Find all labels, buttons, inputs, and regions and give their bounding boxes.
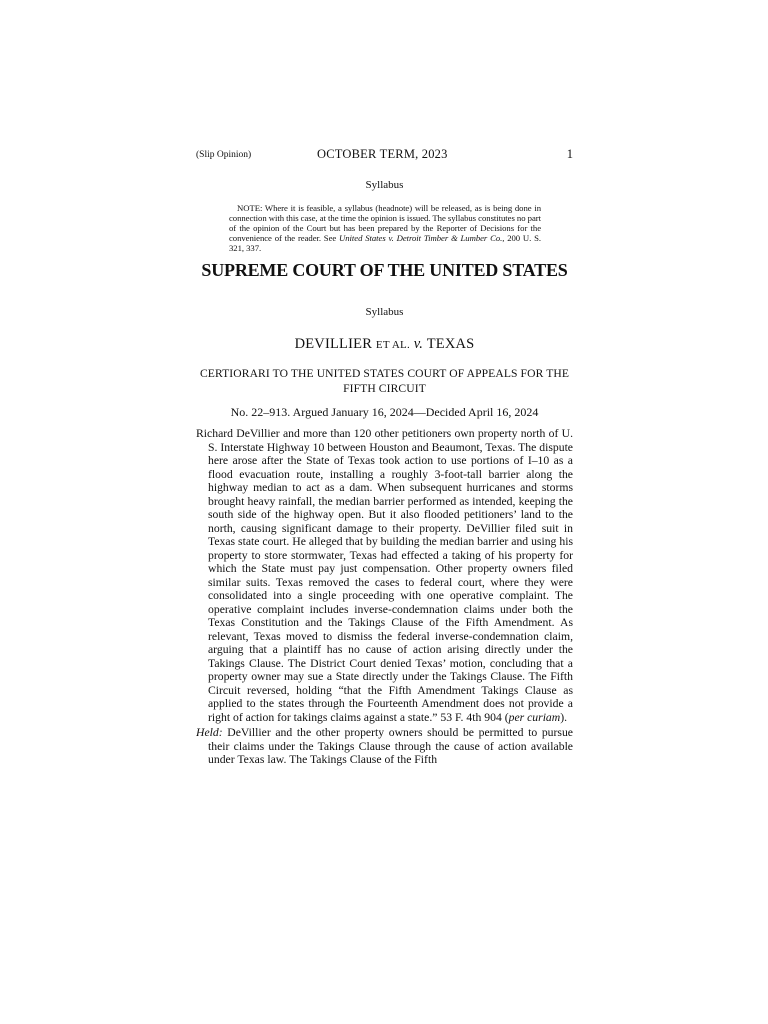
court-title: SUPREME COURT OF THE UNITED STATES (201, 260, 568, 280)
slip-opinion-page (196, 0, 573, 1024)
per-curiam: per curiam (508, 710, 561, 724)
slip-opinion-label: (Slip Opinion) (196, 150, 252, 160)
held-label: Held: (196, 726, 223, 739)
running-head (196, 147, 573, 163)
term-label: OCTOBER TERM, 2023 (317, 147, 448, 161)
syllabus-top-label: Syllabus (365, 179, 404, 191)
et-al: ET AL. (375, 339, 410, 351)
syllabus-body (196, 427, 573, 766)
page-number: 1 (566, 147, 573, 161)
party-respondent: TEXAS (426, 336, 475, 352)
docket-line: No. 22–913. Argued January 16, 2024—Decided April 16, 2024 (230, 405, 539, 419)
facts-paragraph (196, 427, 573, 724)
case-name (196, 336, 573, 353)
held-paragraph (196, 726, 573, 766)
held-text: DeVillier and the other property owners should be permitted to pursue their claims under the Takings Clause through the cause of action available under Texas law. The Takings Clause of the Fifth (208, 726, 573, 766)
syllabus-note (229, 204, 541, 254)
facts-text: Richard DeVillier and more than 120 other petitioners own property north of U. S. Interstate Highway 10 between Houston and Beaumont, Texas. The dispute here arose after the State of Texas took action to use portions of I–10 as a flood evacuation route, installing a roughly 3-foot-tall barrier along the highway median to act as a dam. When subsequent hurricanes and storms brought heavy rainfall, the median barrier performed as intended, keeping the south side of the highway open. But it also flooded petitioners’ land to the north, causing significant damage to their property. DeVillier filed suit in Texas state court. He alleged that by building the median barrier and using his property to store stormwater, Texas had effected a taking of his property for which the State must pay just compensation. Other property owners filed similar suits. Texas removed the cases to federal court, where they were consolidated into a single proceeding with one operative complaint. The operative complaint includes inverse-condemnation claims under both the Texas Constitution and the Takings Clause of the Fifth Amendment. As relevant, Texas moved to dismiss the federal inverse-condemnation claim, arguing that a plaintiff has no cause of action arising directly under the Takings Clause. The District Court denied Texas’ motion, concluding that a property owner may sue a State directly under the Takings Clause. The Fifth Circuit reversed, holding “that the Fifth Amendment Takings Clause as applied to the states through the Fourteenth Amendment does not provide a right of action for takings claims against a state.” 53 F. 4th 904 ( (196, 427, 573, 724)
syllabus-label: Syllabus (365, 306, 404, 318)
certiorari-line: CERTIORARI TO THE UNITED STATES COURT OF APPEALS FOR THE FIFTH CIRCUIT (199, 367, 570, 395)
note-citation-reporter: , 200 U. S. 321, 337. (229, 232, 541, 253)
note-citation-case: United States v. Detroit Timber & Lumber Co. (339, 232, 503, 243)
facts-text-end: ). (560, 710, 568, 724)
party-petitioner: DEVILLIER (294, 336, 373, 352)
note-text: NOTE: Where it is feasible, a syllabus (headnote) will be released, as is being done in connection with this case, at the time the opinion is issued. The syllabus constitutes no part of the opinion of the Court but has been prepared by the Reporter of Decisions for the convenience of the reader. See (229, 203, 541, 243)
versus: v. (413, 336, 424, 352)
